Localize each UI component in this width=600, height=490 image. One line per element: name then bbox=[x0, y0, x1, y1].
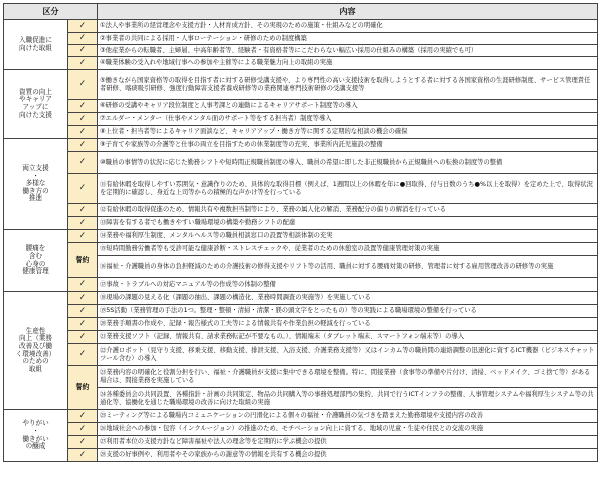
requirement-text: ⑩職員の事情等の状況に応じた勤務シフトや短時間正規職員制度の導入、職員の希望に即した非正規職員から正規職員への転換の制度等の整備 bbox=[98, 152, 598, 174]
requirement-text: ㉘支援の好事例や、利用者やその家族からの謝意等の情報を共有する機会の提供 bbox=[98, 449, 598, 462]
requirement-text: ⑲5S活動（業務管理の手法の1つ。整理・整頓・清掃・清潔・躾の頭文字をとったもの）等の実践による職場環境の整備を行っている bbox=[98, 305, 598, 318]
header-content: 内容 bbox=[98, 4, 598, 20]
table-row bbox=[4, 57, 598, 70]
table-row bbox=[4, 70, 598, 100]
check-icon[interactable]: ✓ bbox=[68, 305, 98, 318]
table-header-row bbox=[4, 4, 598, 20]
requirement-text: ⑳業務手順書の作成や、記録・報告様式の工夫等による情報共有や作業負担の軽減を行っている bbox=[98, 318, 598, 331]
requirement-text: ⑦エルダー・メンター（仕事やメンタル面のサポート等をする担当者）制度等導入 bbox=[98, 113, 598, 126]
requirement-text: ㉖地域社会への参加・包容（インクルージョン）の推進のため、モチベーション向上に資する、地域の児童・生徒や住民との交流の実施 bbox=[98, 423, 598, 436]
check-icon[interactable]: ✓ bbox=[68, 318, 98, 331]
requirement-text: ⑤働きながら国家資格等の取得を目指す者に対する研修受講支援や、より専門性の高い支援技術を取得しようとする者に対する各国家資格の生涯研修制度、サービス管理責任者研修、喀痰吸引研修、強度行動障害支援者養成研修等の業務関連専門技術研修の受講支援等 bbox=[98, 70, 598, 100]
table-row bbox=[4, 113, 598, 126]
table-row bbox=[4, 344, 598, 366]
category-cell: 資質の向上 やキャリア アップに 向けた支援 bbox=[4, 70, 68, 139]
requirement-text: ④職業体験の受入れや地域行事への参加や主催等による職業魅力向上の取組の実施 bbox=[98, 57, 598, 70]
table-row bbox=[4, 449, 598, 462]
requirement-text: ㉓業務内容の明確化と役割分担を行い、福祉・介護職員が支援に集中できる環境を整備。特に、間接業務（食事等の準備や片付け、清掃、ベッドメイク、ゴミ捨て等）がある場合は、間接業務を実施している bbox=[98, 366, 598, 388]
check-icon[interactable]: ✓ bbox=[68, 174, 98, 204]
table-row bbox=[4, 126, 598, 139]
requirement-text: ㉔各種委員会の共同設置、各種指針・計画の共同策定、物品の共同購入等の事務処理部門の集約、共同で行うICTインフラの整備、人事管理システムや福利厚生システム等の共通化等、協働化を通じた職場環境の改善に向けた取組の実施 bbox=[98, 388, 598, 410]
table-row bbox=[4, 436, 598, 449]
table-row bbox=[4, 331, 598, 344]
category-cell: 入職促進に 向けた取組 bbox=[4, 20, 68, 70]
check-icon[interactable]: ✓ bbox=[68, 70, 98, 100]
table-row bbox=[4, 33, 598, 45]
check-icon[interactable]: ✓ bbox=[68, 292, 98, 305]
check-icon[interactable]: ✓ bbox=[68, 436, 98, 449]
requirement-text: ⑥研修の受講やキャリア段位制度と人事考課との連動によるキャリアサポート制度等の導入 bbox=[98, 100, 598, 113]
pledge-label: 誓約 bbox=[68, 366, 98, 410]
table-row bbox=[4, 20, 598, 33]
category-cell: 腰痛を 含む 心身の 健康管理 bbox=[4, 230, 68, 292]
requirement-text: ②事業者の共同による採用・人事ローテーション・研修のための制度構築 bbox=[98, 33, 598, 45]
check-icon[interactable]: ✓ bbox=[68, 57, 98, 70]
table-row bbox=[4, 292, 598, 305]
check-icon[interactable]: ✓ bbox=[68, 33, 98, 45]
requirement-text: ③他産業からの転職者、主婦層、中高年齢者等、経験者・有資格者等にこだわらない幅広い採用の仕組みの構築（採用の実績でも可） bbox=[98, 45, 598, 57]
table-row bbox=[4, 423, 598, 436]
category-cell: 生産性 向上（業務 改善及び働 く環境改善） のための 取組 bbox=[4, 292, 68, 410]
requirements-table bbox=[3, 3, 598, 462]
check-icon[interactable]: ✓ bbox=[68, 139, 98, 152]
check-icon[interactable]: ✓ bbox=[68, 20, 98, 33]
requirement-text: ⑨子育てや家族等の介護等と仕事の両立を目指すための休業制度等の充実、事業所内託児施設の整備 bbox=[98, 139, 598, 152]
check-icon[interactable]: ✓ bbox=[68, 423, 98, 436]
requirement-text: ⑭業務や福利厚生制度、メンタルヘルス等の職員相談窓口の設置等相談体制の充実 bbox=[98, 230, 598, 243]
table-row bbox=[4, 204, 598, 217]
requirement-text: ⑪有給休暇を取得しやすい雰囲気・意識作りのため、具体的な取得目標（例えば、1週間以上の休暇を年に●回取得、付与日数のうち●%以上を取得）を定めた上で、取得状況を定期的に確認し、身近な上司等からの積極的な声かけ等を行っている bbox=[98, 174, 598, 204]
check-icon[interactable]: ✓ bbox=[68, 152, 98, 174]
table-row bbox=[4, 174, 598, 204]
check-icon[interactable]: ✓ bbox=[68, 410, 98, 423]
pledge-label: 誓約 bbox=[68, 243, 98, 278]
requirement-text: ㉑業務支援ソフト（記録、情報共有、請求業務転記が不要なもの。）、情報端末（タブレット端末、スマートフォン端末等）の導入 bbox=[98, 331, 598, 344]
requirement-text: ㉕ミーティング等による職場内コミュニケーションの円滑化による個々の福祉・介護職員の気づきを踏まえた勤務環境や支援内容の改善 bbox=[98, 410, 598, 423]
check-icon[interactable]: ✓ bbox=[68, 230, 98, 243]
requirement-text: ⑱現場の課題の見える化（課題の抽出、課題の構造化、業務時間調査の実施等）を実施している bbox=[98, 292, 598, 305]
check-icon[interactable]: ✓ bbox=[68, 204, 98, 217]
table-row bbox=[4, 139, 598, 152]
check-icon[interactable]: ✓ bbox=[68, 113, 98, 126]
category-cell: やりがい ・ 働きがい の醸成 bbox=[4, 410, 68, 462]
check-icon[interactable]: ✓ bbox=[68, 126, 98, 139]
table-row bbox=[4, 217, 598, 230]
check-icon[interactable]: ✓ bbox=[68, 217, 98, 230]
check-icon[interactable]: ✓ bbox=[68, 45, 98, 57]
table-row bbox=[4, 152, 598, 174]
table-row bbox=[4, 366, 598, 388]
requirement-text: ⑮短時間勤務労働者等も受診可能な健康診断・ストレスチェックや、従業者のための休憩室の設置等健康管理対策の実施 bbox=[98, 243, 598, 256]
check-icon[interactable]: ✓ bbox=[68, 331, 98, 344]
header-category: 区分 bbox=[4, 4, 98, 20]
table-row bbox=[4, 305, 598, 318]
table-body bbox=[4, 20, 598, 462]
requirement-text: ①法人や事業所の経営理念や支援方針・人材育成方針、その実現のための施策・仕組みなどの明確化 bbox=[98, 20, 598, 33]
category-cell: 両立支援 ・ 多様な 働き方の 推進 bbox=[4, 139, 68, 230]
requirement-text: ㉗利用者本位の支援方針など障害福祉や法人の理念等を定期的に学ぶ機会の提供 bbox=[98, 436, 598, 449]
table-row bbox=[4, 230, 598, 243]
requirement-text: ⑫有給休暇の取得促進のため、情報共有や複数担当制等により、業務の属人化の解消、業務配分の偏りの解消を行っている bbox=[98, 204, 598, 217]
requirement-text: ⑰事故・トラブルへの対応マニュアル等の作成等の体制の整備 bbox=[98, 278, 598, 292]
table-row bbox=[4, 100, 598, 113]
requirement-text: ⑯福祉・介護職員の身体の負担軽減のための介護技術の修得支援やリフト等の活用、職員に対する腰痛対策の研修、管理者に対する雇用管理改善の研修等の実施 bbox=[98, 256, 598, 278]
requirement-text: ⑧上位者・担当者等によるキャリア面談など、キャリアアップ・働き方等に関する定期的な相談の機会の確保 bbox=[98, 126, 598, 139]
check-icon[interactable]: ✓ bbox=[68, 278, 98, 292]
table-row bbox=[4, 318, 598, 331]
table-row bbox=[4, 243, 598, 256]
check-icon[interactable]: ✓ bbox=[68, 344, 98, 366]
requirement-text: ⑬障害を有する者でも働きやすい職場環境の構築や勤務シフトの配慮 bbox=[98, 217, 598, 230]
table-row bbox=[4, 45, 598, 57]
check-icon[interactable]: ✓ bbox=[68, 100, 98, 113]
table-row bbox=[4, 278, 598, 292]
check-icon[interactable]: ✓ bbox=[68, 449, 98, 462]
requirement-text: ㉒介護ロボット（見守り支援、移乗支援、移動支援、排泄支援、入浴支援、介護業務支援等）又はインカム等の職員間の連絡調整の迅速化に資するICT機器（ビジネスチャットツール含む）の導入 bbox=[98, 344, 598, 366]
table-row bbox=[4, 410, 598, 423]
